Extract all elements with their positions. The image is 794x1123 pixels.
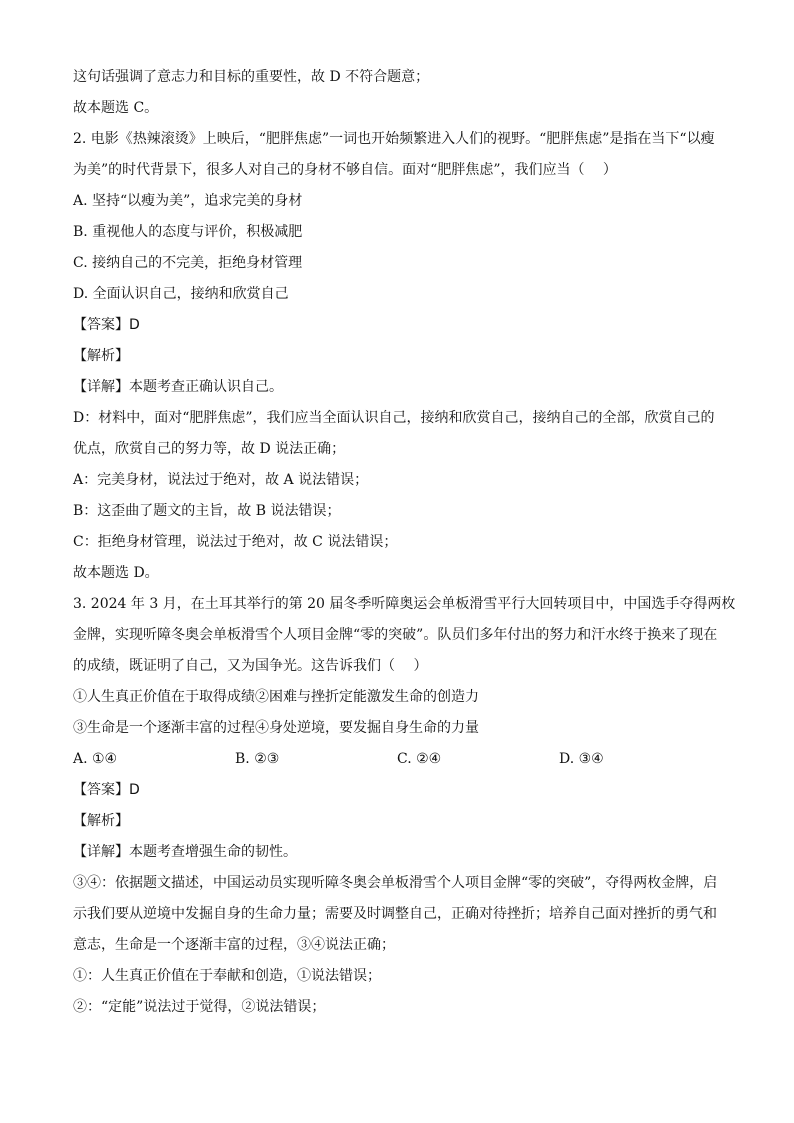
option-c: C. 接纳自己的不完美，拒绝身材管理 [73,255,303,271]
explanation-line: ③④：依据题文描述，中国运动员实现听障冬奥会单板滑雪个人项目金牌“零的突破”，夺得两枚金牌，启 [73,875,718,891]
question-3-stem: 金牌，实现听障冬奥会单板滑雪个人项目金牌“零的突破”。队员们多年付出的努力和汗水终于换来了现在 [73,627,718,643]
question-2-stem: 2. 电影《热辣滚烫》上映后，“肥胖焦虑”一词也开始频繁进入人们的视野。“肥胖焦虑”是指在当下“以瘦 [73,131,715,147]
answer-label: 【答案】D [73,782,140,798]
option-a: A. 坚持“以瘦为美”，追求完美的身材 [73,193,303,209]
document-page [73,62,736,1023]
question-3-stem: 的成绩，既证明了自己，又为国争光。这告诉我们（ ） [73,658,428,674]
option-a: A. ①④ [73,751,118,767]
explanation-line: ②：“定能”说法过于觉得，②说法错误； [73,999,326,1015]
statement-line: ①人生真正价值在于取得成绩②困难与挫折定能激发生命的创造力 [73,689,479,705]
option-b: B. 重视他人的态度与评价，积极减肥 [73,224,303,240]
detail-line: 【详解】本题考查增强生命的韧性。 [73,844,297,860]
option-d: D. 全面认识自己，接纳和欣赏自己 [73,286,289,302]
explanation-line: A：完美身材，说法过于绝对，故 A 说法错误； [73,472,369,488]
analysis-label: 【解析】 [73,348,129,364]
explanation-line: C：拒绝身材管理，说法过于绝对，故 C 说法错误； [73,534,398,550]
option-c: C. ②④ [397,751,442,767]
conclusion-line: 故本题选 D。 [73,565,159,581]
detail-line: 【详解】本题考查正确认识自己。 [73,379,283,395]
explanation-line: B：这歪曲了题文的主旨，故 B 说法错误； [73,503,341,519]
explanation-line: 优点，欣赏自己的努力等，故 D 说法正确； [73,441,346,457]
question-2-stem: 为美”的时代背景下，很多人对自己的身材不够自信。面对“肥胖焦虑”，我们应当（ ） [73,162,617,178]
option-b: B. ②③ [235,751,280,767]
explanation-line: 示我们要从逆境中发掘自身的生命力量；需要及时调整自己，正确对待挫折；培养自己面对挫折的勇气和 [73,906,717,922]
answer-label: 【答案】D [73,317,140,333]
explanation-line: 意志，生命是一个逐渐丰富的过程，③④说法正确； [73,937,395,953]
options-row [73,744,723,775]
explanation-line: ①：人生真正价值在于奉献和创造，①说法错误； [73,968,381,984]
text-line: 故本题选 C。 [73,100,159,116]
option-d: D. ③④ [559,751,604,767]
statement-line: ③生命是一个逐渐丰富的过程④身处逆境，要发掘自身生命的力量 [73,720,479,736]
question-3-stem: 3. 2024 年 3 月，在土耳其举行的第 20 届冬季听障奥运会单板滑雪平行大回转项目中，中国选手夺得两枚 [73,596,736,612]
analysis-label: 【解析】 [73,813,129,829]
explanation-line: D：材料中，面对“肥胖焦虑”，我们应当全面认识自己，接纳和欣赏自己，接纳自己的全部，欣赏自己的 [73,410,715,426]
text-line: 这句话强调了意志力和目标的重要性，故 D 不符合题意； [73,69,430,85]
